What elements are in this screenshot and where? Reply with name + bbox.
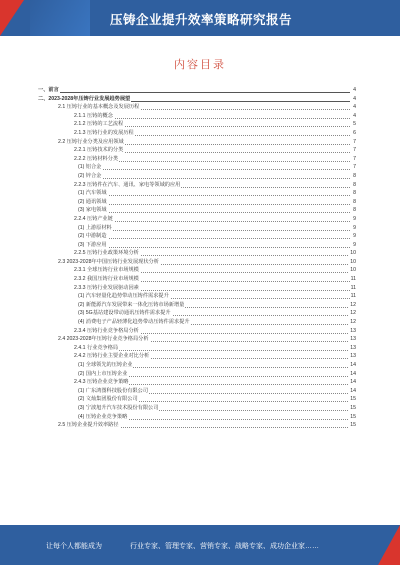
toc-entry-page: 14: [350, 370, 356, 377]
toc-entry[interactable]: [38, 163, 356, 172]
toc-entry-label: 2.4 2023-2028年压铸行业竞争格局分析: [58, 336, 149, 343]
toc-entry-page: 14: [350, 379, 356, 386]
toc-leader-dots: [78, 169, 350, 170]
toc-entry-label: 2.2.2 压铸材料分类: [74, 155, 119, 162]
toc-entry-label: (4) 压铸企业竞争策略: [78, 413, 128, 420]
report-title: 压铸企业提升效率策略研究报告: [110, 13, 293, 27]
toc-entry[interactable]: [38, 284, 356, 293]
toc-entry-label: 2.2.5 压铸行业政策环境分析: [74, 250, 139, 257]
toc-entry[interactable]: [38, 129, 356, 138]
toc-entry[interactable]: [38, 232, 356, 241]
toc-entry-label: (3) 下游应用: [78, 241, 107, 248]
toc-entry-label: 2.1.3 压铸行业的发展历程: [74, 129, 134, 136]
toc-entry-label: 2.4.1 行业竞争格局: [74, 344, 119, 351]
toc-entry-page: 11: [350, 276, 356, 283]
toc-entry-label: (1) 汽车轻量化趋势带动压铸件需求提升: [78, 293, 169, 300]
toc-entry[interactable]: [38, 413, 356, 422]
toc-entry[interactable]: [38, 189, 356, 198]
toc-entry-page: 4: [353, 87, 356, 93]
toc-leader-dots: [38, 92, 350, 93]
footer-slogan: 让每个人都能成为: [46, 543, 102, 550]
toc-entry[interactable]: [38, 155, 356, 164]
toc-entry-page: 9: [353, 224, 356, 231]
toc-entry-label: (2) 锌合金: [78, 172, 102, 179]
toc-entry[interactable]: [38, 181, 356, 190]
toc-entry[interactable]: [38, 352, 356, 361]
toc-entry-label: (1) 铝合金: [78, 164, 102, 171]
toc-entry-page: 7: [353, 164, 356, 171]
toc-entry-page: 13: [350, 336, 356, 343]
toc-entry-page: 9: [353, 215, 356, 222]
toc-entry-label: 2.4.3 压铸企业竞争策略: [74, 379, 129, 386]
toc-entry-label: 2.5 压铸企业提升效率路径: [58, 422, 119, 429]
toc-entry-page: 13: [350, 327, 356, 334]
toc-entry-page: 8: [353, 190, 356, 197]
toc-entry-label: 一、前言: [38, 87, 59, 93]
toc-entry-label: 2.2.3 压铸件在汽车、通讯、家电等领域的应用: [74, 181, 181, 188]
toc-entry[interactable]: [38, 421, 356, 430]
toc-leader-dots: [78, 247, 350, 248]
toc-entry[interactable]: [38, 86, 356, 95]
toc-entry[interactable]: [38, 344, 356, 353]
toc-entry-page: 5: [353, 121, 356, 128]
toc-entry-label: (1) 汽车领域: [78, 190, 107, 197]
toc-entry-label: 2.4.2 压铸行业主要企业对比分析: [74, 353, 150, 360]
toc-entry-label: 2.3.3 压铸行业发展驱动因素: [74, 284, 139, 291]
toc-entry-label: 2.2.1 压铸技术的分类: [74, 147, 124, 154]
toc-entry-label: 二、2023-2028年压铸行业发展趋势展望: [38, 95, 131, 102]
toc-entry-label: (1) 广东鸿图科技股份有限公司: [78, 387, 149, 394]
toc-entry-page: 8: [353, 198, 356, 205]
toc-entry-page: 7: [353, 147, 356, 154]
toc-entry-label: 2.3.1 全球压铸行业市场规模: [74, 267, 139, 274]
toc-entry-page: 4: [353, 95, 356, 102]
toc-entry-page: 15: [350, 422, 356, 429]
toc-entry-label: (2) 文灿集团股份有限公司: [78, 396, 138, 403]
toc-entry-label: (2) 国内上市压铸企业: [78, 370, 128, 377]
toc-entry-label: 2.1.1 压铸的概念: [74, 112, 113, 119]
toc-entry-label: (2) 中游制造: [78, 233, 107, 240]
toc-entry-label: (3) 5G基站建设带动通讯压铸件需求提升: [78, 310, 171, 317]
toc-entry-label: (1) 上游原材料: [78, 224, 112, 231]
toc-leader-dots: [78, 195, 350, 196]
toc-entry-label: (2) 通讯领域: [78, 198, 107, 205]
toc-entry[interactable]: [38, 215, 356, 224]
toc-entry[interactable]: [38, 224, 356, 233]
toc-entry[interactable]: [38, 292, 356, 301]
toc-entry-page: 13: [350, 344, 356, 351]
toc-entry-label: (3) 宁波旭升汽车技术股份有限公司: [78, 404, 159, 411]
toc-entry-label: 2.1 压铸行业的基本概念及发展历程: [58, 104, 140, 111]
toc-entry-page: 13: [350, 353, 356, 360]
toc-entry-page: 12: [350, 319, 356, 326]
toc-entry[interactable]: [38, 138, 356, 147]
toc-entry[interactable]: [38, 266, 356, 275]
toc-entry-page: 10: [350, 250, 356, 257]
toc-entry-label: 2.2.4 压铸产业链: [74, 215, 113, 222]
toc-entry[interactable]: [38, 318, 356, 327]
toc-entry[interactable]: [38, 198, 356, 207]
toc-entry-label: 2.3.2 我国压铸行业市场规模: [74, 276, 139, 283]
toc-leader-dots: [78, 178, 350, 179]
toc-entry-page: 15: [350, 413, 356, 420]
toc-entry[interactable]: [38, 361, 356, 370]
table-of-contents: [38, 86, 356, 430]
toc-entry-page: 14: [350, 362, 356, 368]
toc-entry-label: 2.1.2 压铸的工艺流程: [74, 121, 124, 128]
toc-entry-page: 15: [350, 404, 356, 411]
toc-heading: 内容目录: [174, 59, 226, 71]
toc-entry[interactable]: [38, 249, 356, 258]
toc-entry-page: 6: [353, 129, 356, 136]
toc-entry[interactable]: [38, 241, 356, 250]
toc-entry[interactable]: [38, 335, 356, 344]
toc-entry-label: 2.3 2023-2028年中国压铸行业发展现状分析: [58, 258, 159, 265]
toc-entry-label: 2.2 压铸行业分类及应用领域: [58, 138, 124, 145]
toc-entry-page: 12: [350, 310, 356, 317]
footer-tagline: 行业专家、管理专家、营销专家、战略专家、成功企业家……: [130, 543, 319, 550]
toc-entry[interactable]: [38, 378, 356, 387]
toc-entry-label: (4) 消费电子产品轻薄化趋势带动压铸件需求提升: [78, 319, 190, 326]
toc-entry-label: (3) 家电领域: [78, 207, 107, 214]
header-red-accent: [0, 0, 24, 36]
toc-leader-dots: [78, 212, 350, 213]
toc-entry[interactable]: [38, 395, 356, 404]
toc-entry[interactable]: [38, 370, 356, 379]
toc-entry[interactable]: [38, 112, 356, 121]
toc-entry-page: 9: [353, 241, 356, 248]
toc-entry[interactable]: [38, 387, 356, 396]
toc-entry-page: 4: [353, 112, 356, 119]
toc-entry-label: (1) 全球领先的压铸企业: [78, 362, 133, 368]
toc-entry[interactable]: [38, 172, 356, 181]
toc-entry[interactable]: [38, 327, 356, 336]
toc-entry-page: 12: [350, 301, 356, 308]
toc-entry-label: 2.3.4 压铸行业竞争格局分析: [74, 327, 139, 334]
toc-entry-label: (2) 新能源汽车发展带来一体化压铸市场新增量: [78, 301, 185, 308]
toc-entry-page: 10: [350, 267, 356, 274]
toc-entry[interactable]: [38, 146, 356, 155]
toc-entry-page: 11: [350, 284, 356, 291]
toc-leader-dots: [74, 221, 350, 222]
toc-leader-dots: [74, 118, 350, 119]
toc-entry-page: 9: [353, 233, 356, 240]
toc-entry-page: 8: [353, 172, 356, 179]
toc-entry[interactable]: [38, 258, 356, 267]
toc-entry-page: 14: [350, 387, 356, 394]
toc-leader-dots: [78, 204, 350, 205]
toc-entry-page: 8: [353, 207, 356, 214]
toc-leader-dots: [78, 230, 350, 231]
toc-entry[interactable]: [38, 206, 356, 215]
toc-entry-page: 11: [350, 293, 356, 300]
toc-entry[interactable]: [38, 309, 356, 318]
toc-entry[interactable]: [38, 301, 356, 310]
toc-entry-page: 7: [353, 155, 356, 162]
header-blue-accent: [30, 0, 90, 36]
toc-entry-page: 7: [353, 138, 356, 145]
toc-entry-page: 15: [350, 396, 356, 403]
toc-entry[interactable]: [38, 275, 356, 284]
toc-entry[interactable]: [38, 404, 356, 413]
toc-entry-page: 8: [353, 181, 356, 188]
toc-entry-page: 4: [353, 104, 356, 111]
toc-leader-dots: [78, 238, 350, 239]
footer-red-accent: [378, 525, 400, 565]
toc-entry[interactable]: [38, 103, 356, 112]
toc-entry[interactable]: [38, 95, 356, 104]
toc-entry-page: 10: [350, 258, 356, 265]
toc-entry[interactable]: [38, 120, 356, 129]
